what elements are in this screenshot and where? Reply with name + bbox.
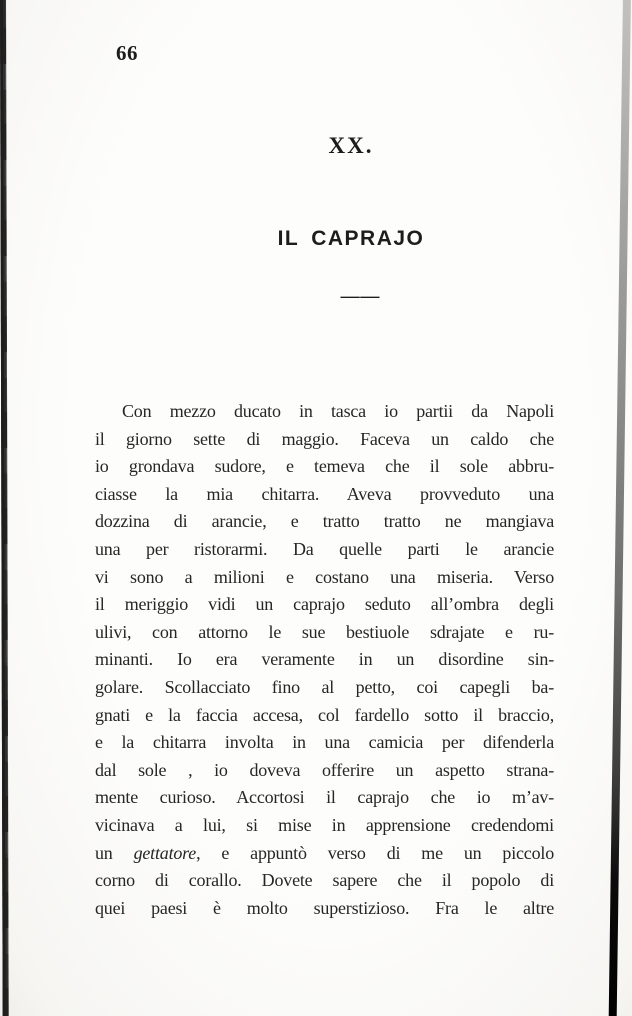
text-line xyxy=(95,840,554,868)
text-line xyxy=(95,757,554,785)
text-segment: e la chitarra involta in una camicia per difenderla xyxy=(95,732,554,753)
text-segment: un xyxy=(95,842,134,863)
text-segment: io grondava sudore, e temeva che il sole abbru- xyxy=(95,456,554,477)
text-line xyxy=(95,729,554,757)
chapter-number: XX. xyxy=(328,133,374,158)
scan-right-edge-shadow xyxy=(609,0,631,1016)
text-segment: gnati e la faccia accesa, col fardello sotto il braccio, xyxy=(95,704,554,725)
text-line xyxy=(95,536,554,564)
text-segment: quei paesi è molto superstizioso. Fra le altre xyxy=(95,897,554,918)
text-line xyxy=(95,674,554,702)
text-segment: il giorno sette di maggio. Faceva un caldo che xyxy=(95,428,554,449)
text-segment: il meriggio vidi un caprajo seduto all’ombra degli xyxy=(95,594,554,615)
text-line xyxy=(95,812,554,840)
text-line xyxy=(95,426,554,454)
text-segment: vicinava a lui, si mise in apprensione credendomi xyxy=(95,814,554,835)
text-segment: mente curioso. Accortosi il caprajo che io m’av- xyxy=(95,787,554,808)
text-segment: una per ristorarmi. Da quelle parti le arancie xyxy=(95,538,554,559)
scan-left-edge-shadow xyxy=(0,0,9,1016)
text-line xyxy=(95,508,554,536)
text-segment: , e appuntò verso di me un piccolo xyxy=(196,842,554,863)
text-line xyxy=(95,867,554,895)
text-line xyxy=(95,453,554,481)
text-line xyxy=(95,702,554,730)
text-segment: corno di corallo. Dovete sapere che il popolo di xyxy=(95,870,554,891)
text-line xyxy=(95,564,554,592)
text-segment: vi sono a milioni e costano una miseria. Verso xyxy=(95,566,554,587)
section-divider: — — xyxy=(340,286,378,307)
text-segment: ulivi, con attorno le sue bestiuole sdrajate e ru- xyxy=(95,621,554,642)
text-line xyxy=(95,646,554,674)
text-line xyxy=(95,784,554,812)
text-segment: dal sole , io doveva offerire un aspetto strana- xyxy=(95,759,554,780)
text-line xyxy=(95,398,554,426)
text-segment: minanti. Io era veramente in un disordine sin- xyxy=(95,649,554,670)
text-line xyxy=(95,895,554,923)
text-segment: dozzina di arancie, e tratto tratto ne mangiava xyxy=(95,511,554,532)
italic-word: gettatore xyxy=(133,842,197,863)
text-segment: Con mezzo ducato in tasca io partii da Napoli xyxy=(122,401,554,421)
text-segment: ciasse la mia chitarra. Aveva provveduto una xyxy=(95,483,554,504)
page-number: 66 xyxy=(116,41,138,65)
text-line xyxy=(95,619,554,647)
section-title: IL CAPRAJO xyxy=(277,227,425,250)
body-text xyxy=(95,398,554,922)
text-segment: golare. Scollacciato fino al petto, coi capegli ba- xyxy=(95,676,554,697)
text-line xyxy=(95,591,554,619)
text-line xyxy=(95,481,554,509)
